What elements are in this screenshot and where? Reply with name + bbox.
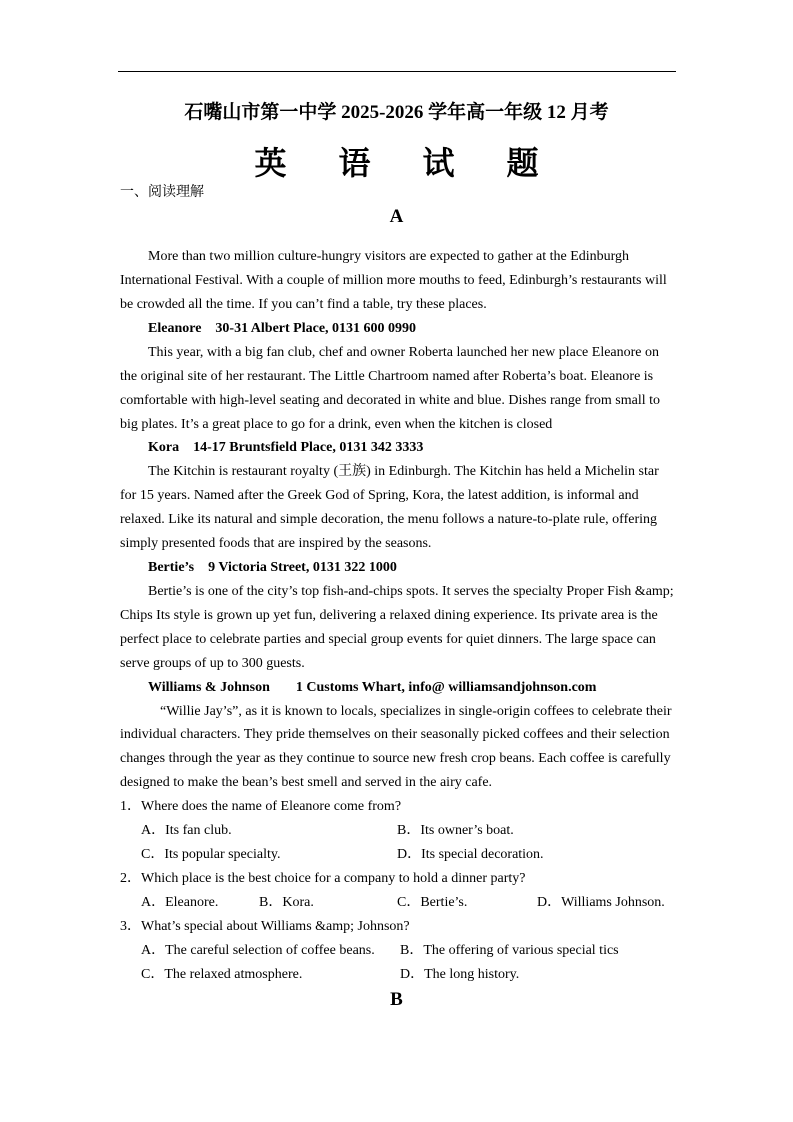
passage-b-letter: B [390,989,403,1010]
berties-heading [148,560,397,576]
question-2-stem: 2．Which place is the best choice for a company to hold a dinner party? [120,871,526,886]
eleanore-name: Eleanore [148,321,202,336]
question-3-option-d[interactable]: D．The long history. [400,967,520,982]
eleanore-address: 30-31 Albert Place, 0131 600 0990 [215,321,417,336]
section-label: 一、阅读理解 [120,185,204,200]
berties-line: Bertie’s is one of the city’s top fish-and-chips spots. It serves the specialty Proper Fish &amp; [148,584,674,599]
eleanore-line: This year, with a big fan club, chef and owner Roberta launched her new place Eleanore on [148,345,660,360]
school-title: 石嘴山市第一中学 2025-2026 学年高一年级 12 月考 [184,102,609,123]
kora-line: for 15 years. Named after the Greek God of Spring, Kora, the latest addition, is informal and [120,488,639,503]
williams-line: designed to make the bean’s best smell and served in the airy cafe. [120,775,493,790]
question-2-option-b[interactable]: B．Kora. [259,895,314,910]
berties-line: serve groups of up to 300 guests. [120,656,305,671]
williams-heading [148,680,596,696]
williams-address: 1 Customs Whart, info@ williamsandjohnson.com [295,680,597,695]
eleanore-line: comfortable with high-level seating and decorated in white and blue. Dishes range from small to [120,393,661,408]
question-1-option-b[interactable]: B．Its owner’s boat. [397,823,514,838]
question-3-option-c[interactable]: C．The relaxed atmosphere. [141,967,303,982]
kora-heading [148,440,423,456]
williams-line: individual characters. They pride themselves on their seasonally picked coffees and their selection [120,727,670,742]
passage-a-letter: A [389,206,404,227]
kora-address: 14-17 Bruntsfield Place, 0131 342 3333 [193,440,424,455]
intro-line: be crowded all the time. If you can’t find a table, try these places. [120,297,487,312]
berties-line: Chips Its style is grown up yet fun, delivering a relaxed dining experience. Its private area is the [120,608,658,623]
kora-name: Kora [148,440,180,455]
header-rule [118,71,676,72]
williams-line: “Willie Jay’s”, as it is known to locals, specializes in single-origin coffees to celebrate their [160,704,672,719]
williams-line: changes through the year as they continue to source new fresh crop beans. Each coffee is carefully [120,751,671,766]
question-1-option-d[interactable]: D．Its special decoration. [397,847,544,862]
question-3-option-a[interactable]: A．The careful selection of coffee beans. [141,943,375,958]
question-2-option-d[interactable]: D．Williams Johnson. [537,895,665,910]
question-1-option-a[interactable]: A．Its fan club. [141,823,232,838]
berties-name: Bertie’s [148,560,195,575]
question-2-option-c[interactable]: C．Bertie’s. [397,895,468,910]
berties-line: perfect place to celebrate parties and special group events for quiet dinners. The large space can [120,632,656,647]
subject-title: 英 语 试 题 [254,145,561,181]
kora-line: The Kitchin is restaurant royalty (王族) in Edinburgh. The Kitchin has held a Michelin star [148,464,659,479]
question-3-stem: 3．What’s special about Williams &amp; Johnson? [120,919,410,934]
question-1-option-c[interactable]: C．Its popular specialty. [141,847,281,862]
berties-address: 9 Victoria Street, 0131 322 1000 [208,560,397,575]
question-3-option-b[interactable]: B．The offering of various special tics [400,943,619,958]
kora-line: simply presented foods that are inspired by the seasons. [120,536,432,551]
eleanore-heading [148,321,416,337]
eleanore-line: big plates. It’s a great place to go for a drink, even when the kitchen is closed [120,417,553,432]
question-1-stem: 1．Where does the name of Eleanore come from? [120,799,402,814]
williams-name: Williams & Johnson [148,680,270,695]
kora-line: relaxed. Like its natural and simple decoration, the menu follows a nature-to-plate rule, offering [120,512,657,527]
intro-line: International Festival. With a couple of million more mouths to feed, Edinburgh’s restaurants will [120,273,667,288]
intro-line: More than two million culture-hungry visitors are expected to gather at the Edinburgh [148,249,630,264]
question-2-option-a[interactable]: A．Eleanore. [141,895,219,910]
eleanore-line: the original site of her restaurant. The Little Chartroom named after Roberta’s boat. Eleanore is [120,369,654,384]
